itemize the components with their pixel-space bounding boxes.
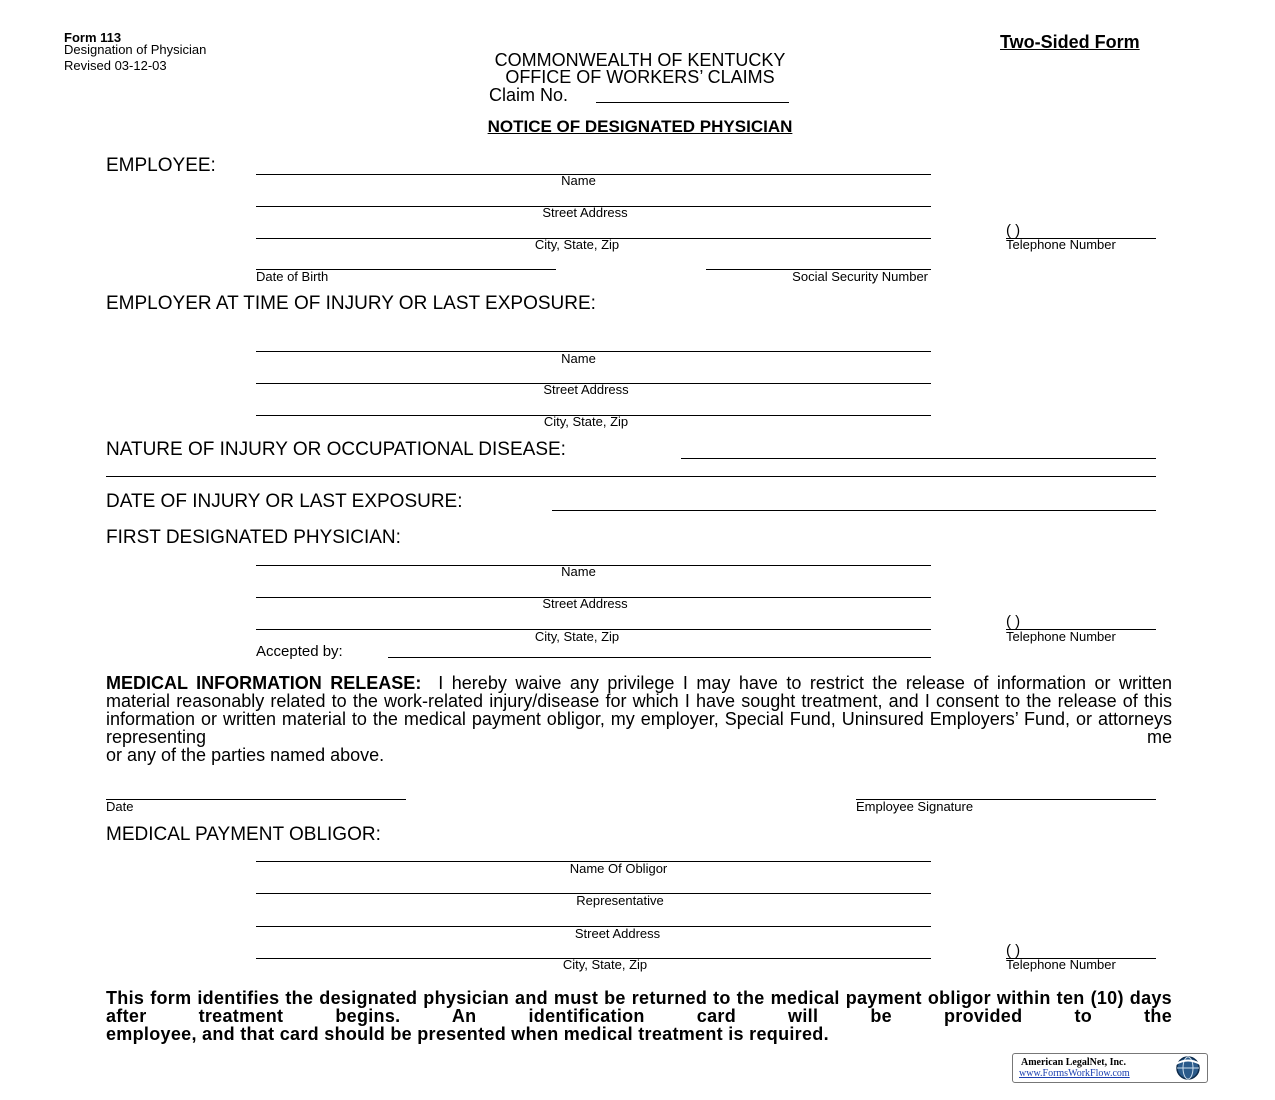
obligor-phone-parens: ( )	[1006, 942, 1021, 959]
employee-name-caption: Name	[561, 173, 596, 188]
nature-of-injury-line-2[interactable]	[106, 476, 1156, 477]
obligor-name-caption: Name Of Obligor	[569, 861, 668, 876]
agency-line-2: OFFICE OF WORKERS’ CLAIMS	[505, 67, 775, 87]
employer-name-caption: Name	[561, 351, 596, 366]
revised-date: Revised 03-12-03	[64, 58, 167, 73]
agency-line-1: COMMONWEALTH OF KENTUCKY	[494, 50, 786, 70]
release-text-end: or any of the parties named above.	[106, 745, 385, 765]
employee-dob-caption: Date of Birth	[256, 269, 329, 284]
claim-label: Claim No.	[489, 85, 569, 105]
release-date-line[interactable]	[106, 799, 406, 800]
employee-signature-caption: Employee Signature	[856, 799, 974, 814]
physician-phone-parens: ( )	[1006, 613, 1021, 630]
logo-url[interactable]: www.FormsWorkFlow.com	[1019, 1068, 1130, 1079]
nature-of-injury-label: NATURE OF INJURY OR OCCUPATIONAL DISEASE:	[106, 439, 566, 460]
form-number: Form 113	[64, 30, 122, 45]
date-of-injury-label: DATE OF INJURY OR LAST EXPOSURE:	[106, 491, 463, 512]
physician-heading: FIRST DESIGNATED PHYSICIAN:	[106, 527, 401, 548]
claim-number-line[interactable]	[596, 102, 789, 103]
employee-ssn-caption: Social Security Number	[792, 269, 928, 284]
employee-city-caption: City, State, Zip	[534, 237, 620, 252]
page-title: NOTICE OF DESIGNATED PHYSICIAN	[487, 117, 793, 136]
employee-street-caption: Street Address	[542, 205, 628, 220]
release-date-caption: Date	[106, 799, 134, 814]
nature-of-injury-line[interactable]	[681, 458, 1156, 459]
logo-company: American LegalNet, Inc.	[1021, 1057, 1126, 1068]
accepted-by-line[interactable]	[388, 657, 931, 658]
obligor-rep-caption: Representative	[576, 893, 664, 908]
footer-notice	[106, 989, 1172, 1043]
physician-phone-caption: Telephone Number	[1006, 629, 1116, 644]
employer-heading: EMPLOYER AT TIME OF INJURY OR LAST EXPOSURE:	[106, 293, 596, 314]
employee-phone-caption: Telephone Number	[1006, 237, 1116, 252]
employee-phone-parens: ( )	[1006, 222, 1021, 239]
physician-street-caption: Street Address	[542, 596, 628, 611]
release-text: I hereby waive any privilege I may have to restrict the release of information or written material reasonably related to the work-related injury/disease for which I have sought treatment, and I consent to the release of this information or written material to the medical payment obligor, my employer, Special Fund, Uninsured Employers’ Fund, or attorneys representing me	[106, 673, 1172, 747]
two-sided-label: Two-Sided Form	[1000, 32, 1140, 52]
physician-name-caption: Name	[561, 564, 596, 579]
release-paragraph	[106, 674, 1172, 764]
american-legalnet-logo[interactable]	[1012, 1053, 1208, 1083]
employer-street-caption: Street Address	[543, 382, 629, 397]
form-name: Designation of Physician	[64, 42, 207, 57]
footer-notice-text: This form identifies the designated physician and must be returned to the medical payment obligor within ten (10) days after treatment begins. An identification card will be provided to the	[106, 988, 1172, 1026]
globe-icon	[1173, 1055, 1203, 1081]
obligor-phone-caption: Telephone Number	[1006, 957, 1116, 972]
accepted-by-label: Accepted by:	[256, 643, 343, 660]
physician-city-caption: City, State, Zip	[534, 629, 620, 644]
employee-heading: EMPLOYEE:	[106, 155, 216, 176]
date-of-injury-line[interactable]	[552, 510, 1156, 511]
obligor-street-caption: Street Address	[574, 926, 661, 941]
release-heading: MEDICAL INFORMATION RELEASE:	[106, 673, 422, 693]
footer-notice-text-end: employee, and that card should be presented when medical treatment is required.	[106, 1024, 829, 1044]
obligor-heading: MEDICAL PAYMENT OBLIGOR:	[106, 824, 381, 845]
employer-city-caption: City, State, Zip	[543, 414, 629, 429]
obligor-city-caption: City, State, Zip	[562, 957, 648, 972]
